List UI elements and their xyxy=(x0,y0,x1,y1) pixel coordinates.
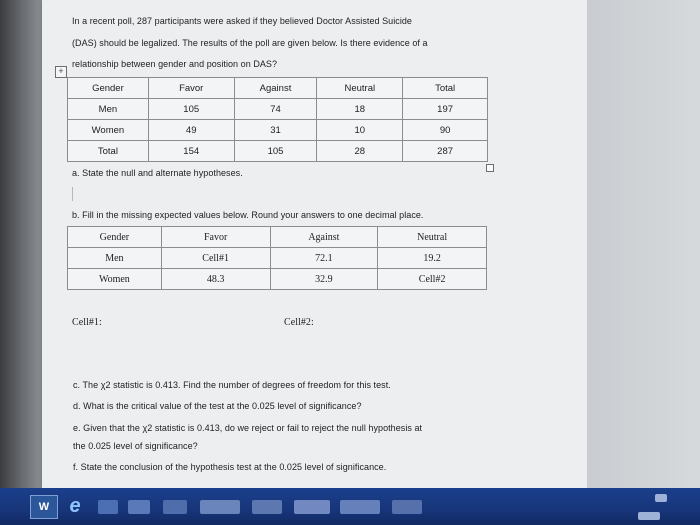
observed-cell: 90 xyxy=(403,120,488,141)
observed-cell: 49 xyxy=(148,120,234,141)
taskbar-app-icon[interactable] xyxy=(98,500,118,514)
table-row xyxy=(68,141,488,162)
taskbar-app-icon[interactable] xyxy=(294,500,330,514)
observed-cell: Total xyxy=(68,141,149,162)
tray-icon[interactable] xyxy=(655,494,667,502)
expected-cell: Men xyxy=(68,248,162,269)
table-row xyxy=(68,120,488,141)
table-move-handle-icon[interactable]: + xyxy=(55,66,67,78)
part-c-text: c. The χ2 statistic is 0.413. Find the number of degrees of freedom for this test. xyxy=(73,380,391,390)
expected-cell: Cell#1 xyxy=(161,248,270,269)
observed-cell: 28 xyxy=(317,141,403,162)
taskbar-app-icon[interactable] xyxy=(200,500,240,514)
observed-header-cell: Favor xyxy=(148,78,234,99)
observed-cell: 74 xyxy=(234,99,317,120)
cell1-label: Cell#1: xyxy=(72,317,102,328)
table-row xyxy=(68,269,487,290)
internet-explorer-icon[interactable]: e xyxy=(69,494,81,517)
observed-header-cell: Gender xyxy=(68,78,149,99)
taskbar-app-icon[interactable] xyxy=(128,500,150,514)
text-cursor xyxy=(72,187,73,201)
table-row xyxy=(68,248,487,269)
observed-header-cell: Against xyxy=(234,78,317,99)
expected-header-cell: Gender xyxy=(68,227,162,248)
taskbar-app-icon[interactable] xyxy=(392,500,422,514)
expected-header-cell: Favor xyxy=(161,227,270,248)
observed-table xyxy=(67,77,488,162)
expected-cell: Women xyxy=(68,269,162,290)
question-intro-line-2: (DAS) should be legalized. The results of the poll are given below. Is there evidence of a xyxy=(72,38,428,48)
table-resize-handle-icon[interactable] xyxy=(486,164,494,172)
part-e-text-line-2: the 0.025 level of significance? xyxy=(73,441,198,451)
expected-table-header-row xyxy=(68,227,487,248)
expected-cell: Cell#2 xyxy=(378,269,487,290)
taskbar-app-icon[interactable] xyxy=(163,500,187,514)
observed-table-header-row xyxy=(68,78,488,99)
part-a-text: a. State the null and alternate hypotheses. xyxy=(72,168,243,178)
observed-cell: 287 xyxy=(403,141,488,162)
expected-cell: 48.3 xyxy=(161,269,270,290)
expected-header-cell: Neutral xyxy=(378,227,487,248)
observed-cell: 105 xyxy=(234,141,317,162)
expected-cell: 32.9 xyxy=(270,269,378,290)
taskbar-app-icon[interactable] xyxy=(252,500,282,514)
part-f-text: f. State the conclusion of the hypothesis test at the 0.025 level of significance. xyxy=(73,462,387,472)
question-intro-line-1: In a recent poll, 287 participants were asked if they believed Doctor Assisted Suicide xyxy=(72,16,412,26)
expected-cell: 72.1 xyxy=(270,248,378,269)
word-taskbar-icon[interactable]: W xyxy=(30,495,58,519)
observed-cell: 10 xyxy=(317,120,403,141)
observed-cell: 31 xyxy=(234,120,317,141)
observed-cell: Men xyxy=(68,99,149,120)
expected-header-cell: Against xyxy=(270,227,378,248)
observed-cell: 197 xyxy=(403,99,488,120)
screen-bezel xyxy=(0,0,42,488)
part-d-text: d. What is the critical value of the test at the 0.025 level of significance? xyxy=(73,401,362,411)
document-background-area xyxy=(587,0,700,488)
observed-cell: 154 xyxy=(148,141,234,162)
observed-header-cell: Total xyxy=(403,78,488,99)
observed-cell: Women xyxy=(68,120,149,141)
expected-cell: 19.2 xyxy=(378,248,487,269)
part-e-text-line-1: e. Given that the χ2 statistic is 0.413, do we reject or fail to reject the null hypothesis at xyxy=(73,423,423,433)
tray-icon[interactable] xyxy=(638,512,660,520)
observed-cell: 18 xyxy=(317,99,403,120)
observed-header-cell: Neutral xyxy=(317,78,403,99)
taskbar-app-icon[interactable] xyxy=(340,500,380,514)
observed-cell: 105 xyxy=(148,99,234,120)
cell2-label: Cell#2: xyxy=(284,317,314,328)
table-row xyxy=(68,99,488,120)
question-intro-line-3: relationship between gender and position on DAS? xyxy=(72,59,278,69)
part-b-text: b. Fill in the missing expected values below. Round your answers to one decimal place. xyxy=(72,210,424,220)
expected-table xyxy=(67,226,487,290)
